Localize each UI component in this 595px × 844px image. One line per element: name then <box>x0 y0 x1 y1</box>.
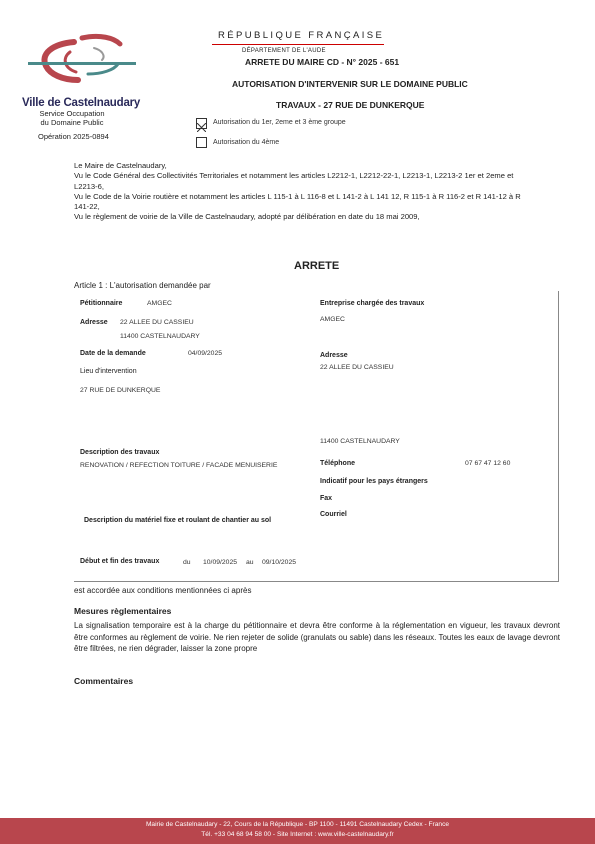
checkbox-groupe-4[interactable] <box>196 137 207 148</box>
mesures-heading: Mesures règlementaires <box>74 606 172 616</box>
adresse-line-1: 22 ALLEE DU CASSIEU <box>120 319 194 326</box>
republic-divider <box>212 44 384 45</box>
city-logo <box>22 30 142 96</box>
arrete-number: ARRETE DU MAIRE CD - N° 2025 - 651 <box>245 57 400 67</box>
accordee-text: est accordée aux conditions mentionnées ci après <box>74 586 252 595</box>
operation-number: Opération 2025-0894 <box>38 132 109 141</box>
telephone-value: 07 67 47 12 60 <box>465 460 511 467</box>
city-name: Ville de Castelnaudary <box>22 97 141 109</box>
entreprise-value: AMGEC <box>320 316 345 323</box>
date-debut: 10/09/2025 <box>203 559 238 566</box>
service-line-2: du Domaine Public <box>40 118 104 127</box>
entreprise-adresse-label: Adresse <box>320 352 348 359</box>
date-fin: 09/10/2025 <box>262 559 297 566</box>
mesures-text: La signalisation temporaire est à la charge du pétitionnaire et devra être conforme à la réglementation en vigueur, les travaux devront être conformes au règlement de voirie. Ne rien rejeter de solide (granulats ou sable) dans les réseaux. Toutes les eaux de lavage devront être filtrées, ne rien dégrader, laisser la zone propre <box>74 621 560 653</box>
republic-heading: RÉPUBLIQUE FRANÇAISE <box>218 30 385 41</box>
entreprise-cp-ville: 11400 CASTELNAUDARY <box>320 438 400 445</box>
visa-line: Vu le Code de la Voirie routière et notamment les articles L 115-1 à L 116-8 et L 141-2 à L 141 12, R 115-1 à R 116-2 et R 141-12 à R 141-22, <box>74 191 521 212</box>
footer-address: Mairie de Castelnaudary - 22, Cours de la République - BP 1100 - 11491 Castelnaudary Cedex - France <box>145 821 450 828</box>
au-label: au <box>246 559 254 566</box>
check-cross-icon <box>197 123 206 132</box>
description-value: RENOVATION / REFECTION TOITURE / FACADE MENUISERIE <box>80 462 278 469</box>
entreprise-label: Entreprise chargée des travaux <box>320 300 425 307</box>
visa-line: Vu le Code Général des Collectivités Territoriales et notamment les articles L2212-1, L2212-22-1, L2213-1, L2213-2 1er et 2eme et L2213-6, <box>74 171 514 191</box>
debut-fin-label: Début et fin des travaux <box>80 558 160 565</box>
article-1: Article 1 : L'autorisation demandée par <box>74 281 211 290</box>
entreprise-adresse-value: 22 ALLEE DU CASSIEU <box>320 364 394 371</box>
footer-bar <box>0 818 595 844</box>
petitionnaire-label: Pétitionnaire <box>80 300 123 307</box>
fax-label: Fax <box>320 495 333 502</box>
visa-line: Vu le règlement de voirie de la Ville de Castelnaudary, adopté par délibération en date du 18 mai 2009, <box>74 212 420 222</box>
description-label: Description des travaux <box>80 449 160 456</box>
telephone-label: Téléphone <box>320 460 356 467</box>
adresse-line-2: 11400 CASTELNAUDARY <box>120 333 200 340</box>
visas-block <box>74 161 536 223</box>
department-heading: DÉPARTEMENT DE L'AUDE <box>242 48 326 54</box>
service-name <box>22 109 122 127</box>
checkbox-groupe-1-2-3[interactable] <box>196 118 207 129</box>
checkbox-label-groupe-4: Autorisation du 4ème <box>213 139 280 146</box>
visa-line: Le Maire de Castelnaudary, <box>74 161 167 170</box>
lieu-value: 27 RUE DE DUNKERQUE <box>80 387 161 394</box>
petitionnaire-value: AMGEC <box>147 300 172 307</box>
travaux-title: TRAVAUX - 27 RUE DE DUNKERQUE <box>276 100 425 110</box>
commentaires-heading: Commentaires <box>74 676 134 686</box>
footer-contact: Tél. +33 04 68 94 58 00 - Site Internet : www.ville-castelnaudary.fr <box>201 830 394 838</box>
authorization-title: AUTORISATION D'INTERVENIR SUR LE DOMAINE PUBLIC <box>232 79 468 89</box>
adresse-label: Adresse <box>80 319 108 326</box>
indicatif-label: Indicatif pour les pays étrangers <box>320 478 428 485</box>
courriel-label: Courriel <box>320 511 347 518</box>
materiel-label: Description du matériel fixe et roulant de chantier au sol <box>84 517 272 524</box>
arrete-heading: ARRETE <box>294 260 340 272</box>
du-label: du <box>183 559 191 566</box>
lieu-label: Lieu d'intervention <box>80 368 137 375</box>
date-demande-label: Date de la demande <box>80 350 146 357</box>
checkbox-label-groupe-1-2-3: Autorisation du 1er, 2eme et 3 ème groupe <box>213 119 346 126</box>
date-demande-value: 04/09/2025 <box>188 350 223 357</box>
service-line-1: Service Occupation <box>39 109 105 118</box>
